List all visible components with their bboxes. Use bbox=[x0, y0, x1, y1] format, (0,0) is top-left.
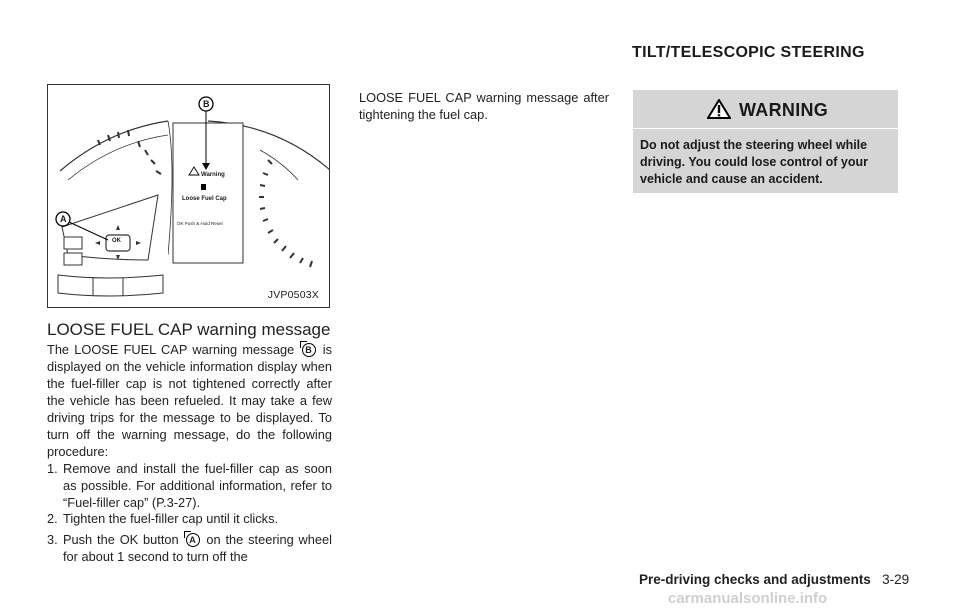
intro-text-part2: is displayed on the vehicle information display when the fuel-filler cap is not tightened correctly after the vehicle has been refueled. It may take a few driving trips for the message to be displayed. To turn off the warning message, do the following procedure: bbox=[47, 342, 332, 459]
marker-b: B bbox=[302, 343, 316, 357]
step-2 bbox=[47, 510, 332, 527]
step-text: Tighten the fuel-filler cap until it clicks. bbox=[63, 511, 279, 526]
step-text: Remove and install the fuel-filler cap as soon as possible. For additional information, refer to “Fuel-filler cap” (P.3-27). bbox=[63, 461, 332, 510]
marker-a: A bbox=[186, 533, 200, 547]
ok-button-label: OK bbox=[112, 238, 121, 244]
step-3 bbox=[47, 531, 332, 565]
step-text-part1: Push the OK button bbox=[63, 532, 179, 547]
instrument-cluster-figure bbox=[47, 84, 330, 308]
display-message: Loose Fuel Cap bbox=[182, 196, 227, 202]
page-footer bbox=[639, 572, 909, 587]
warning-triangle-icon bbox=[707, 99, 731, 119]
step-text bbox=[63, 531, 332, 565]
footer-section: Pre-driving checks and adjustments bbox=[639, 572, 871, 587]
step-text-part2: on the steering wheel for about 1 second to turn off the bbox=[63, 532, 332, 564]
continued-paragraph: LOOSE FUEL CAP warning message after tightening the fuel cap. bbox=[359, 90, 609, 122]
callout-a: A bbox=[60, 214, 67, 224]
section-title: LOOSE FUEL CAP warning message bbox=[47, 320, 331, 339]
page-number: 3-29 bbox=[882, 572, 910, 587]
warning-title: WARNING bbox=[739, 100, 829, 120]
warning-text: Do not adjust the steering wheel while driving. You could lose control of your vehicle and cause an accident. bbox=[640, 138, 869, 186]
warning-body bbox=[633, 129, 898, 193]
step-number: 1. bbox=[47, 461, 58, 476]
page-heading: TILT/TELESCOPIC STEERING bbox=[632, 44, 865, 61]
watermark: carmanualsonline.info bbox=[668, 590, 828, 607]
callout-b: B bbox=[203, 99, 210, 109]
intro-paragraph bbox=[47, 341, 332, 460]
display-reset-hint: OK Push & Hold Reset bbox=[177, 221, 223, 226]
intro-text-part1: The LOOSE FUEL CAP warning message bbox=[47, 342, 295, 357]
figure-id: JVP0503X bbox=[267, 289, 319, 301]
warning-header bbox=[633, 90, 898, 128]
step-number: 3. bbox=[47, 532, 58, 547]
step-number: 2. bbox=[47, 511, 58, 526]
step-1 bbox=[47, 460, 332, 511]
display-warning-word: Warning bbox=[201, 172, 225, 178]
